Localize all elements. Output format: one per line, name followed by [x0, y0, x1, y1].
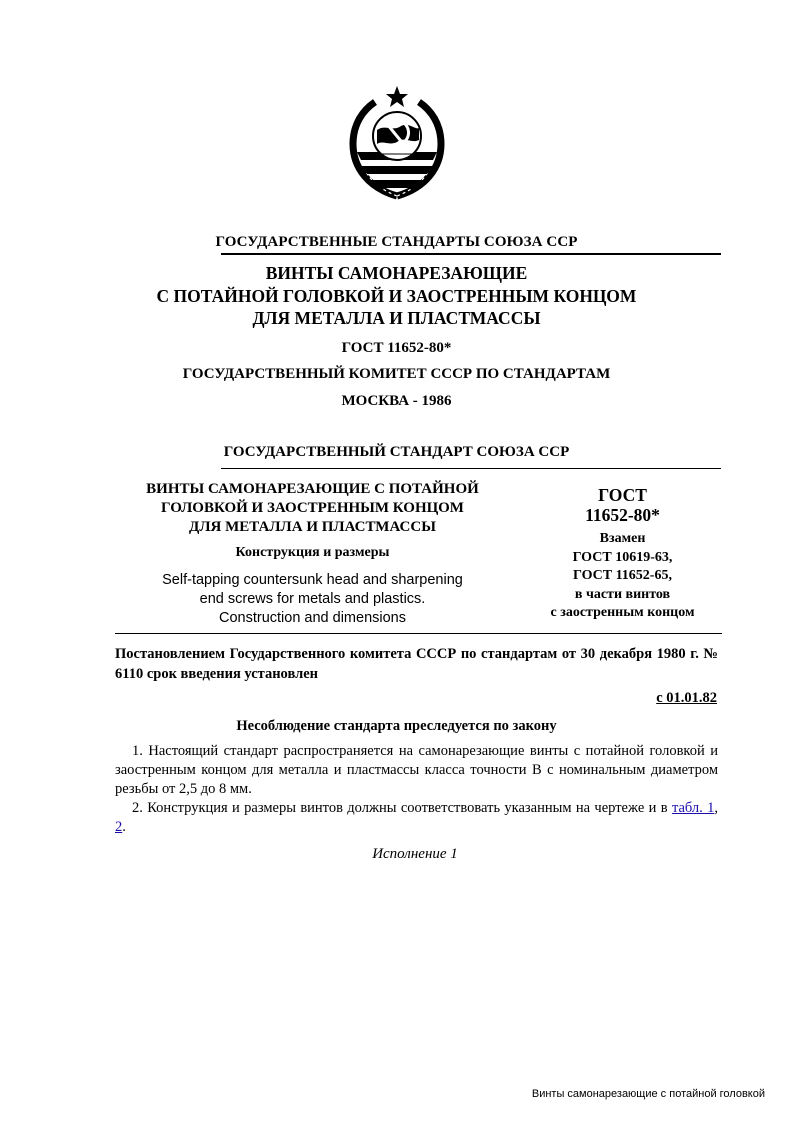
- city-year: МОСКВА - 1986: [341, 393, 452, 409]
- divider: [221, 253, 721, 255]
- divider: [221, 468, 721, 469]
- replaces-line: Взамен: [599, 531, 646, 546]
- replaces-line: ГОСТ 11652-65,: [573, 568, 672, 583]
- law-notice: Несоблюдение стандарта преследуется по закону: [236, 718, 557, 734]
- cover-title-line: С ПОТАЙНОЙ ГОЛОВКОЙ И ЗАОСТРЕННЫМ КОНЦОМ: [156, 285, 637, 306]
- effective-date: с 01.01.82: [656, 690, 717, 706]
- en-title-line: Self-tapping countersunk head and sharpening: [162, 572, 463, 588]
- replaces-line: ГОСТ 10619-63,: [572, 549, 673, 565]
- paragraph-2: [115, 799, 718, 837]
- ru-title-line: ДЛЯ МЕТАЛЛА И ПЛАСТМАССЫ: [189, 519, 436, 535]
- replaces-line: в части винтов: [574, 586, 671, 602]
- divider: [115, 633, 722, 634]
- execution-label: Исполнение 1: [372, 846, 458, 862]
- en-title-line: Construction and dimensions: [219, 610, 406, 626]
- table-2-link[interactable]: 2: [115, 819, 123, 835]
- paragraph-2-end: .: [122, 819, 126, 835]
- cover-gost-number: ГОСТ 11652-80*: [341, 340, 452, 356]
- committee-name: ГОСУДАРСТВЕННЫЙ КОМИТЕТ СССР ПО СТАНДАРТАМ: [182, 366, 611, 382]
- paragraph-1: 1. Настоящий стандарт распространяется на самонарезающие винты с потайной головкой и заостренным концом для металла и пластмассы класса точности В с номинальным диаметром резьбы от 2,5 до 8 мм.: [115, 743, 718, 797]
- cover-title-line: ДЛЯ МЕТАЛЛА И ПЛАСТМАССЫ: [252, 308, 541, 328]
- running-title: Винты самонарезающие с потайной головкой: [531, 1088, 765, 1100]
- paragraph-2-text: 2. Конструкция и размеры винтов должны соответствовать указанным на чертеже и в: [132, 800, 672, 816]
- ru-title-line: ВИНТЫ САМОНАРЕЗАЮЩИЕ С ПОТАЙНОЙ: [146, 481, 479, 497]
- ussr-emblem-icon: [347, 84, 447, 204]
- series-title: ГОСУДАРСТВЕННЫЕ СТАНДАРТЫ СОЮЗА ССР: [215, 234, 578, 250]
- standard-subtitle: Конструкция и размеры: [235, 545, 390, 560]
- cover-title-line: ВИНТЫ САМОНАРЕЗАЮЩИЕ: [265, 263, 528, 283]
- ru-title-line: ГОЛОВКОЙ И ЗАОСТРЕННЫМ КОНЦОМ: [161, 500, 464, 516]
- replaces-line: с заостренным концом: [550, 605, 695, 620]
- decree-text: Постановлением Государственного комитета СССР по стандартам от 30 декабря 1980 г. № 6110 срок введения установлен: [115, 646, 718, 682]
- table-1-link[interactable]: табл. 1: [671, 800, 715, 816]
- standard-ru-title: [125, 480, 500, 537]
- gost-label-line: ГОСТ: [598, 485, 647, 505]
- gost-label-line: 11652-80*: [585, 505, 660, 525]
- standard-heading: ГОСУДАРСТВЕННЫЙ СТАНДАРТ СОЮЗА ССР: [223, 444, 570, 460]
- en-title-line: end screws for metals and plastics.: [199, 591, 426, 607]
- standard-en-title: [125, 571, 500, 628]
- gost-label: [520, 485, 725, 525]
- cover-title: [0, 262, 793, 330]
- link-separator: ,: [714, 800, 718, 816]
- replaces-block: [520, 530, 725, 623]
